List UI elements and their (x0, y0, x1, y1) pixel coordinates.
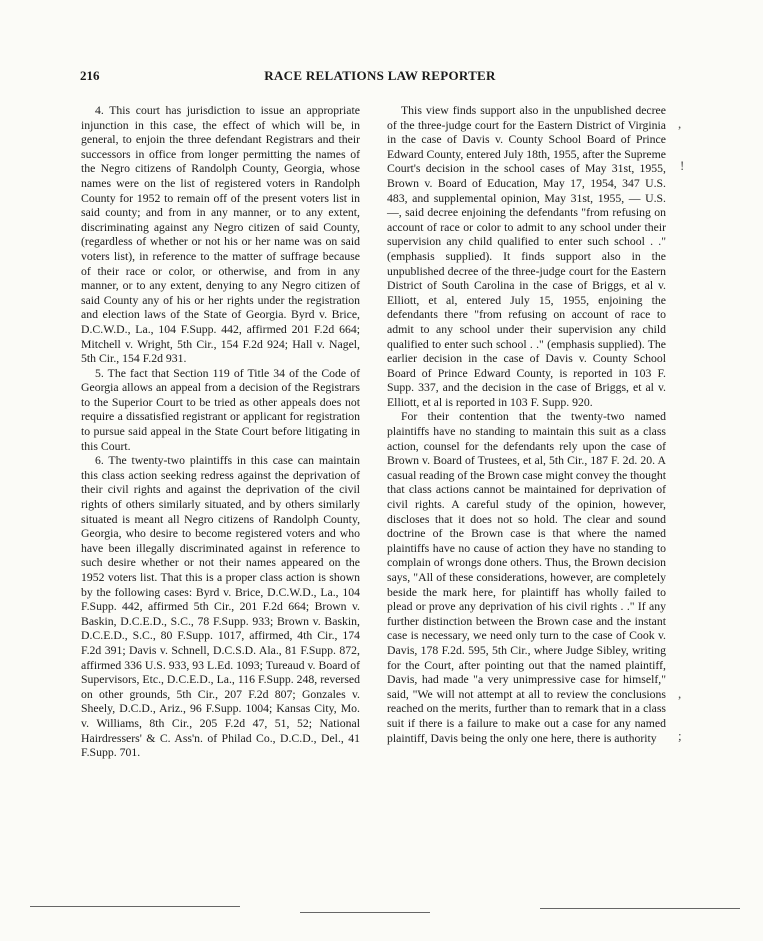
right-column (387, 104, 666, 746)
scan-edge-line (300, 912, 430, 913)
scan-edge-line (540, 908, 740, 909)
running-head: RACE RELATIONS LAW REPORTER (264, 68, 496, 83)
paragraph-class-action: For their contention that the twenty-two named plaintiffs have no standing to maintain this suit as a class action, counsel for the defendants rely upon the case of Brown v. Board of Trustees, et al, 5th Cir., 187 F. 2d. 20. A casual reading of the Brown case might convey the thought that class actions cannot be maintained for deprivation of civil rights. A careful study of the opinion, however, discloses that it does not so hold. The clear and sound doctrine of the Brown case is that where the named plaintiffs have no cause of action they have no standing to complain of wrongs done others. Thus, the Brown decision says, "All of these considerations, however, are completely beside the mark here, for plaintiff has wholly failed to plead or prove any deprivation of his civil rights . ." If any further distinction between the Brown case and the instant case is necessary, we need only turn to the case of Cook v. Davis, 178 F.2d. 595, 5th Cir., where Judge Sibley, writing for the Court, after pointing out that the named plaintiff, Davis, had made "a very unimpressive case for himself," said, "We will not attempt at all to review the conclusions reached on the merits, further than to remark that in a class suit if there is a failure to make out a case for any named plaintiff, Davis being the only one here, there is authority (387, 410, 666, 745)
margin-mark: ! (680, 158, 685, 173)
scan-edge-line (30, 906, 240, 907)
paragraph-6: 6. The twenty-two plaintiffs in this case can maintain this class action seeking redress against the deprivation of their civil rights and against the deprivation of the civil rights of others similarly situated, and by others similarly situated is meant all Negro citizens of Randolph County, Georgia, who desire to become registered voters and who have been illegally discriminated against in reference to such desire whether or not their names appeared on the 1952 voters list. That this is a proper class action is shown by the following cases: Byrd v. Brice, D.C.W.D., La., 104 F.Supp. 442, affirmed 5th Cir., 201 F.2d 664; Brown v. Baskin, D.C.E.D., S.C., 78 F.Supp. 933; Brown v. Baskin, D.C.E.D., S.C., 80 F.Supp. 1017, affirmed, 4th Cir., 174 F.2d 391; Davis v. Schnell, D.C.S.D. Ala., 81 F.Supp. 872, affirmed 336 U.S. 933, 93 L.Ed. 1093; Tureaud v. Board of Supervisors, Etc., D.C.E.D., La., 116 F.Supp. 248, reversed on other grounds, 5th Cir., 207 F.2d 807; Gonzales v. Sheely, D.C.D., Ariz., 96 F.Supp. 1004; Kansas City, Mo. v. Williams, 8th Cir., 205 F.2d 47, 51, 52; National Hairdressers' & C. Ass'n. of Philad Co., D.C.D., Del., 41 F.Supp. 701. (81, 454, 360, 760)
paragraph-5: 5. The fact that Section 119 of Title 34 of the Code of Georgia allows an appeal from a decision of the Registrars to the Superior Court to be tried as other appeals does not require a dissatisfied registrant or applicant for registration to pursue said appeal in the State Court before litigating in this Court. (81, 366, 360, 453)
margin-mark: , (678, 686, 682, 701)
margin-mark: ; (678, 728, 682, 743)
margin-mark: , (678, 116, 682, 131)
paragraph-view-support: This view finds support also in the unpublished decree of the three-judge court for the Eastern District of Virginia in the case of Davis v. County School Board of Prince Edward County, entered July 18th, 1955, after the Supreme Court's decision in the school cases of May 31st, 1955, Brown v. Board of Education, May 17, 1954, 347 U.S. 483, and supplemental opinion, May 31st, 1955, — U.S. —, said decree enjoining the defendants "from refusing on account of race or color to admit to any school under their supervision any child qualified to enter such school . ." (emphasis supplied). It finds support also in the unpublished decree of the three-judge court for the Eastern District of South Carolina in the case of Briggs, et al v. Elliott, et al, entered July 15, 1955, enjoining the defendants there "from refusing on account of race to admit to any school under their supervision any child qualified to enter such school . ." (emphasis supplied). The earlier decision in the case of Davis v. County School Board of Prince Edward County, is reported in 103 F. Supp. 337, and the decision in the case of Briggs, et al v. Elliott, et al is reported in 103 F. Supp. 920. (387, 104, 666, 409)
left-column (81, 104, 360, 761)
paragraph-4: 4. This court has jurisdiction to issue an appropriate injunction in this case, the effect of which will be, in general, to enjoin the three defendant Registrars and their successors in office from longer permitting the names of the Negro citizens of Randolph County, Georgia, whose names were on the list of registered voters in Randolph County for 1952 to remain off of the present voters list in said county; and from in any manner, or to any extent, discriminating against any Negro citizen of said County, (regardless of whether or not his or her name was on said voters list), in reference to the matter of suffrage because of their race or color, or otherwise, and from in any manner, or to any extent, denying to any Negro citizen of said County any of his or her rights under the registration and election laws of the State of Georgia. Byrd v. Brice, D.C.W.D., La., 104 F.Supp. 442, affirmed 201 F.2d 664; Mitchell v. Wright, 5th Cir., 154 F.2d 924; Hall v. Nagel, 5th Cir., 154 F.2d 931. (81, 104, 360, 366)
page-header (80, 68, 680, 86)
page-number: 216 (80, 68, 100, 83)
